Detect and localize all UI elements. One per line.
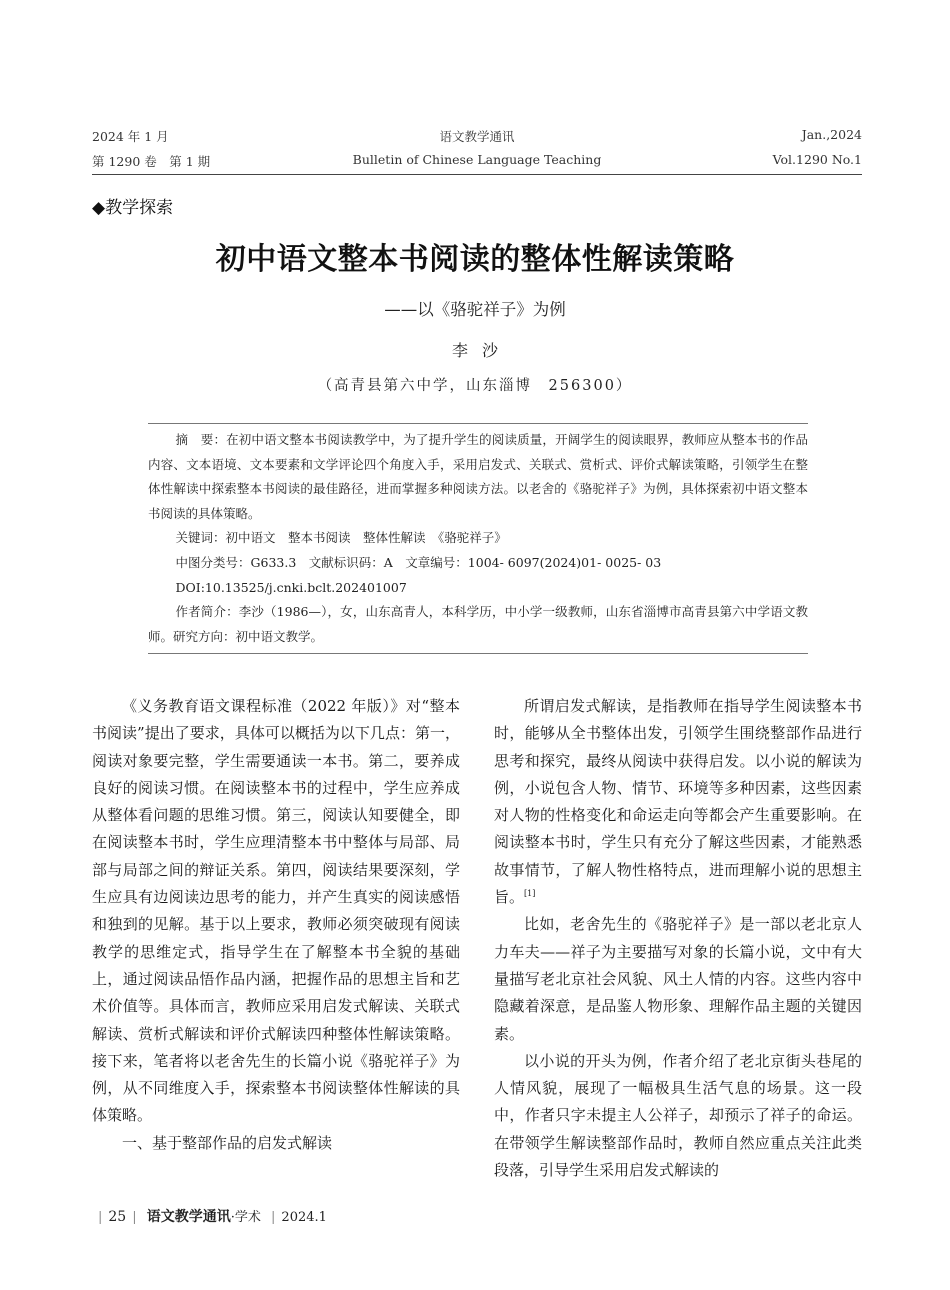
author-affiliation: （高青县第六中学，山东淄博 256300） <box>317 378 633 394</box>
author-info: 作者简介：李沙（1986—），女，山东高青人，本科学历，中小学一级教师，山东省淄博市高青县第六中学语文教师。研究方向：初中语文教学。 <box>148 604 808 644</box>
keywords: 关键词：初中语文 整本书阅读 整体性解读 《骆驼祥子》 <box>175 530 507 546</box>
article-subtitle: ——以《骆驼祥子》为例 <box>384 300 566 319</box>
header-date-en: Jan.,2024 <box>801 127 862 142</box>
header-rule <box>92 174 862 175</box>
footer-journal: 语文教学通讯 <box>146 1209 231 1225</box>
doi-line: DOI:10.13525/j.cnki.bclt.202401007 <box>175 579 407 595</box>
body-paragraph: 比如，老舍先生的《骆驼祥子》是一部以老北京人力车夫——祥子为主要描写对象的长篇小说，文中有大量描写老北京社会风貌、风土人情的内容。这些内容中隐藏着深意，是品鉴人物形象、理解作品主题的关键因素。 <box>494 915 862 1043</box>
footer-section: ·学术 <box>230 1210 261 1225</box>
abstract-block <box>148 428 808 649</box>
header-volume-cn: 第 1290 卷 第 1 期 <box>92 154 211 169</box>
citation-marker[interactable]: [1] <box>524 889 536 899</box>
footer-year: 2024.1 <box>281 1210 327 1225</box>
page-footer: | 25 | 语文教学通讯·学术 | 2024.1 <box>98 1209 327 1225</box>
header-volume-en: Vol.1290 No.1 <box>772 152 862 167</box>
body-paragraph: 以小说的开头为例，作者介绍了老北京街头巷尾的人情风貌，展现了一幅极具生活气息的场景。这一段中，作者只字未提主人公祥子，却预示了祥子的命运。在带领学生解读整部作品时，教师自然应重点关注此类段落，引导学生采用启发式解读的 <box>494 1051 862 1180</box>
body-column-left <box>92 693 460 1157</box>
body-column-right <box>494 693 862 1184</box>
author-name: 李沙 <box>451 341 512 360</box>
body-paragraph <box>494 693 862 911</box>
body-paragraph: 《义务教育语文课程标准（2022 年版）》对“整本书阅读”提出了要求，具体可以概括为以下几点：第一，阅读对象要完整，学生需要通读一本书。第二，要养成良好的阅读习惯。在阅读整本书的过程中，学生应养成从整体看问题的思维习惯。第三，阅读认知要健全，即在阅读整本书时，学生应理清整本书中整体与局部、局部与局部之间的辩证关系。第四，阅读结果要深刻，学生应具有边阅读边思考的能力，并产生真实的阅读感悟和独到的见解。基于以上要求，教师必须突破现有阅读教学的思维定式，指导学生在了解整本书全貌的基础上，通过阅读品悟作品内涵，把握作品的思想主旨和艺术价值等。具体而言，教师应采用启发式解读、关联式解读、赏析式解读和评价式解读四种整体性解读策略。接下来，笔者将以老舍先生的长篇小说《骆驼祥子》为例，从不同维度入手，探索整本书阅读整体性解读的具体策略。 <box>92 697 460 1125</box>
header-date-cn: 2024 年 1 月 <box>92 129 169 144</box>
header-journal-cn: 语文教学通讯 <box>439 129 515 144</box>
body-paragraph-text: 所谓启发式解读，是指教师在指导学生阅读整本书时，能够从全书整体出发，引领学生围绕整部作品进行思考和探究，最终从阅读中获得启发。以小说的解读为例，小说包含人物、情节、环境等多种因素，这些因素对人物的性格变化和命运走向等都会产生重要影响。在阅读整本书时，学生只有充分了解这些因素，才能熟悉故事情节，了解人物性格特点，进而理解小说的思想主旨。 <box>494 697 862 907</box>
section-label: ◆教学探索 <box>92 198 174 218</box>
header-journal-en: Bulletin of Chinese Language Teaching <box>352 152 602 167</box>
section-heading: 一、基于整部作品的启发式解读 <box>122 1133 333 1152</box>
classification-line: 中图分类号：G633.3 文献标识码：A 文章编号：1004- 6097(2024)01- 0025- 03 <box>175 554 662 570</box>
abstract-text: 摘 要：在初中语文整本书阅读教学中，为了提升学生的阅读质量，开阔学生的阅读眼界，教师应从整本书的作品内容、文本语境、文本要素和文学评论四个角度入手，采用启发式、关联式、赏析式、评价式解读策略，引领学生在整体性解读中探索整本书阅读的最佳路径，进而掌握多种阅读方法。以老舍的《骆驼祥子》为例，具体探索初中语文整本书阅读的具体策略。 <box>148 432 808 521</box>
article-title: 初中语文整本书阅读的整体性解读策略 <box>215 242 735 277</box>
page-number: 25 <box>108 1209 127 1225</box>
